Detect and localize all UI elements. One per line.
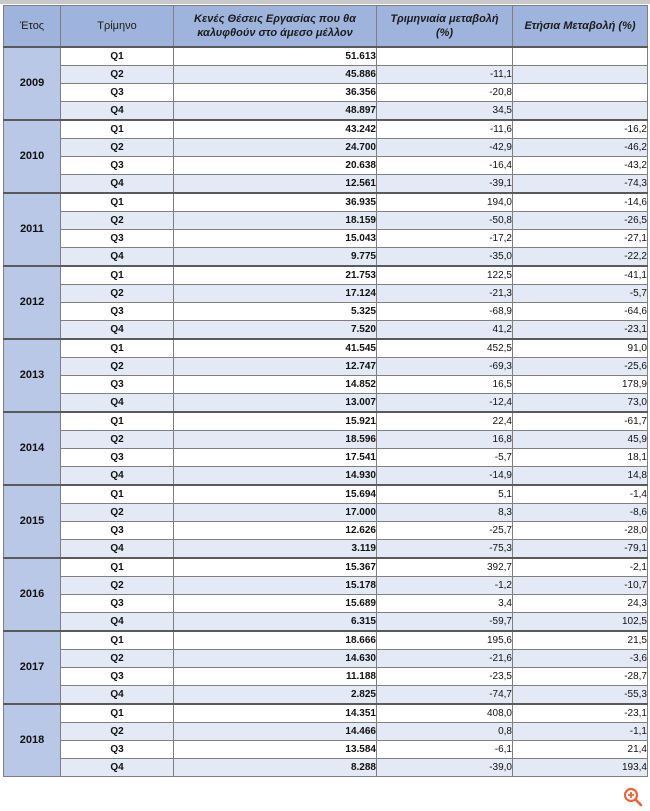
table-row — [4, 650, 648, 668]
quarter-cell: Q1 — [61, 485, 174, 504]
annual-change-cell: 24,3 — [513, 595, 648, 613]
vacancies-cell: 18.596 — [174, 431, 377, 449]
quarter-cell: Q1 — [61, 558, 174, 577]
table-row — [4, 613, 648, 632]
table-row — [4, 723, 648, 741]
annual-change-cell: -28,0 — [513, 522, 648, 540]
quarter-cell: Q2 — [61, 504, 174, 522]
quarterly-change-cell: -11,6 — [377, 120, 513, 139]
annual-change-cell: -26,5 — [513, 212, 648, 230]
quarterly-change-cell: -39,1 — [377, 175, 513, 194]
quarterly-change-cell: -75,3 — [377, 540, 513, 559]
table-row — [4, 285, 648, 303]
annual-change-cell: -1,1 — [513, 723, 648, 741]
quarter-cell: Q2 — [61, 66, 174, 84]
vacancies-cell: 17.124 — [174, 285, 377, 303]
annual-change-cell: 178,9 — [513, 376, 648, 394]
vacancies-cell: 14.351 — [174, 704, 377, 723]
annual-change-cell: -46,2 — [513, 139, 648, 157]
quarterly-change-cell: 16,8 — [377, 431, 513, 449]
annual-change-cell: 45,9 — [513, 431, 648, 449]
quarter-cell: Q3 — [61, 741, 174, 759]
quarter-cell: Q4 — [61, 321, 174, 340]
quarterly-change-cell: -21,6 — [377, 650, 513, 668]
year-cell: 2018 — [4, 704, 61, 777]
annual-change-cell: 21,4 — [513, 741, 648, 759]
year-cell: 2009 — [4, 47, 61, 120]
vacancies-cell: 21.753 — [174, 266, 377, 285]
year-cell: 2012 — [4, 266, 61, 339]
quarterly-change-cell: 122,5 — [377, 266, 513, 285]
year-cell: 2014 — [4, 412, 61, 485]
annual-change-cell: -2,1 — [513, 558, 648, 577]
table-row — [4, 84, 648, 102]
quarterly-change-cell: -17,2 — [377, 230, 513, 248]
quarter-cell: Q2 — [61, 723, 174, 741]
quarter-cell: Q3 — [61, 230, 174, 248]
quarterly-change-cell: -69,3 — [377, 358, 513, 376]
table-row — [4, 358, 648, 376]
quarterly-change-cell: -74,7 — [377, 686, 513, 705]
vacancies-cell: 14.930 — [174, 467, 377, 486]
annual-change-cell: 193,4 — [513, 759, 648, 777]
col-header-quarter: Τρίμηνο — [61, 6, 174, 48]
quarterly-change-cell: 16,5 — [377, 376, 513, 394]
annual-change-cell: -79,1 — [513, 540, 648, 559]
quarterly-change-cell — [377, 47, 513, 66]
vacancies-cell: 7.520 — [174, 321, 377, 340]
vacancies-cell: 3.119 — [174, 540, 377, 559]
quarter-cell: Q3 — [61, 595, 174, 613]
quarter-cell: Q4 — [61, 394, 174, 413]
table-row — [4, 212, 648, 230]
annual-change-cell: -25,6 — [513, 358, 648, 376]
quarter-cell: Q4 — [61, 102, 174, 121]
quarter-cell: Q1 — [61, 47, 174, 66]
col-header-vacancies: Κενές Θέσεις Εργασίας που θα καλυφθούν στο άμεσο μέλλον — [174, 6, 377, 48]
table-row — [4, 759, 648, 777]
table-row — [4, 741, 648, 759]
annual-change-cell: -16,2 — [513, 120, 648, 139]
quarterly-change-cell: -23,5 — [377, 668, 513, 686]
quarter-cell: Q3 — [61, 449, 174, 467]
table-row — [4, 193, 648, 212]
quarterly-change-cell: -1,2 — [377, 577, 513, 595]
quarterly-change-cell: 5,1 — [377, 485, 513, 504]
quarter-cell: Q2 — [61, 285, 174, 303]
quarterly-change-cell: -50,8 — [377, 212, 513, 230]
vacancies-cell: 17.000 — [174, 504, 377, 522]
vacancies-cell: 15.043 — [174, 230, 377, 248]
col-header-quarterly-change: Τριμηνιαία μεταβολή (%) — [377, 6, 513, 48]
quarter-cell: Q4 — [61, 613, 174, 632]
quarterly-change-cell: 41,2 — [377, 321, 513, 340]
year-cell: 2016 — [4, 558, 61, 631]
vacancies-cell: 12.747 — [174, 358, 377, 376]
table-row — [4, 266, 648, 285]
annual-change-cell: -22,2 — [513, 248, 648, 267]
quarter-cell: Q1 — [61, 193, 174, 212]
vacancies-cell: 18.159 — [174, 212, 377, 230]
quarterly-change-cell: -11,1 — [377, 66, 513, 84]
year-cell: 2011 — [4, 193, 61, 266]
annual-change-cell: 14,8 — [513, 467, 648, 486]
table-row — [4, 394, 648, 413]
table-row — [4, 504, 648, 522]
quarter-cell: Q1 — [61, 339, 174, 358]
quarterly-change-cell: -25,7 — [377, 522, 513, 540]
quarterly-change-cell: -5,7 — [377, 449, 513, 467]
quarter-cell: Q3 — [61, 303, 174, 321]
annual-change-cell: -43,2 — [513, 157, 648, 175]
quarter-cell: Q4 — [61, 540, 174, 559]
annual-change-cell: -74,3 — [513, 175, 648, 194]
zoom-in-icon[interactable] — [622, 786, 644, 808]
quarter-cell: Q3 — [61, 376, 174, 394]
table-row — [4, 631, 648, 650]
table-row — [4, 248, 648, 267]
quarter-cell: Q3 — [61, 157, 174, 175]
quarter-cell: Q4 — [61, 175, 174, 194]
quarter-cell: Q1 — [61, 266, 174, 285]
quarter-cell: Q2 — [61, 139, 174, 157]
quarterly-change-cell: 0,8 — [377, 723, 513, 741]
col-header-year: Έτος — [4, 6, 61, 48]
quarterly-change-cell: -12,4 — [377, 394, 513, 413]
table-row — [4, 431, 648, 449]
vacancies-cell: 2.825 — [174, 686, 377, 705]
annual-change-cell — [513, 47, 648, 66]
table-body — [4, 47, 648, 777]
vacancies-cell: 20.638 — [174, 157, 377, 175]
annual-change-cell — [513, 102, 648, 121]
quarterly-change-cell: -68,9 — [377, 303, 513, 321]
annual-change-cell: 18,1 — [513, 449, 648, 467]
table-row — [4, 376, 648, 394]
vacancies-cell: 15.694 — [174, 485, 377, 504]
vacancies-cell: 14.630 — [174, 650, 377, 668]
vacancies-cell: 45.886 — [174, 66, 377, 84]
annual-change-cell: -28,7 — [513, 668, 648, 686]
vacancies-cell: 41.545 — [174, 339, 377, 358]
quarter-cell: Q4 — [61, 686, 174, 705]
quarterly-change-cell: 3,4 — [377, 595, 513, 613]
quarterly-change-cell: 392,7 — [377, 558, 513, 577]
vacancies-cell: 18.666 — [174, 631, 377, 650]
annual-change-cell: -3,6 — [513, 650, 648, 668]
quarterly-change-cell: -59,7 — [377, 613, 513, 632]
quarterly-change-cell: 194,0 — [377, 193, 513, 212]
quarter-cell: Q2 — [61, 358, 174, 376]
quarterly-change-cell: -39,0 — [377, 759, 513, 777]
year-cell: 2010 — [4, 120, 61, 193]
table-row — [4, 540, 648, 559]
table-row — [4, 47, 648, 66]
vacancies-cell: 13.584 — [174, 741, 377, 759]
table-row — [4, 102, 648, 121]
quarterly-change-cell: 195,6 — [377, 631, 513, 650]
quarterly-change-cell: 22,4 — [377, 412, 513, 431]
table-row — [4, 139, 648, 157]
quarterly-change-cell: -21,3 — [377, 285, 513, 303]
quarterly-change-cell: -14,9 — [377, 467, 513, 486]
quarterly-change-cell: -16,4 — [377, 157, 513, 175]
table-row — [4, 467, 648, 486]
annual-change-cell: -23,1 — [513, 704, 648, 723]
vacancies-cell: 15.689 — [174, 595, 377, 613]
vacancies-cell: 15.178 — [174, 577, 377, 595]
vacancies-cell: 17.541 — [174, 449, 377, 467]
annual-change-cell — [513, 66, 648, 84]
header-row — [4, 6, 648, 48]
annual-change-cell: -27,1 — [513, 230, 648, 248]
table-row — [4, 120, 648, 139]
table-row — [4, 449, 648, 467]
year-cell: 2015 — [4, 485, 61, 558]
annual-change-cell: -64,6 — [513, 303, 648, 321]
quarterly-change-cell: 34,5 — [377, 102, 513, 121]
annual-change-cell: -61,7 — [513, 412, 648, 431]
annual-change-cell: 91,0 — [513, 339, 648, 358]
table-row — [4, 412, 648, 431]
table-row — [4, 577, 648, 595]
vacancies-cell: 24.700 — [174, 139, 377, 157]
annual-change-cell — [513, 84, 648, 102]
annual-change-cell: -5,7 — [513, 285, 648, 303]
table-row — [4, 668, 648, 686]
table-row — [4, 230, 648, 248]
vacancies-cell: 12.626 — [174, 522, 377, 540]
vacancies-cell: 5.325 — [174, 303, 377, 321]
quarter-cell: Q4 — [61, 248, 174, 267]
quarterly-change-cell: 408,0 — [377, 704, 513, 723]
annual-change-cell: 21,5 — [513, 631, 648, 650]
table-row — [4, 595, 648, 613]
annual-change-cell: 73,0 — [513, 394, 648, 413]
quarter-cell: Q1 — [61, 412, 174, 431]
table-row — [4, 175, 648, 194]
quarter-cell: Q3 — [61, 84, 174, 102]
vacancies-cell: 36.356 — [174, 84, 377, 102]
annual-change-cell: -23,1 — [513, 321, 648, 340]
table-row — [4, 66, 648, 84]
quarter-cell: Q4 — [61, 759, 174, 777]
quarter-cell: Q3 — [61, 522, 174, 540]
annual-change-cell: -55,3 — [513, 686, 648, 705]
vacancies-cell: 51.613 — [174, 47, 377, 66]
vacancies-cell: 13.007 — [174, 394, 377, 413]
table-row — [4, 303, 648, 321]
vacancies-cell: 14.466 — [174, 723, 377, 741]
annual-change-cell: -41,1 — [513, 266, 648, 285]
vacancies-table — [3, 5, 648, 777]
vacancies-cell: 9.775 — [174, 248, 377, 267]
vacancies-cell: 36.935 — [174, 193, 377, 212]
table-row — [4, 704, 648, 723]
annual-change-cell: -8,6 — [513, 504, 648, 522]
annual-change-cell: -14,6 — [513, 193, 648, 212]
quarter-cell: Q2 — [61, 431, 174, 449]
quarterly-change-cell: -35,0 — [377, 248, 513, 267]
vacancies-cell: 48.897 — [174, 102, 377, 121]
quarter-cell: Q2 — [61, 577, 174, 595]
vacancies-cell: 6.315 — [174, 613, 377, 632]
annual-change-cell: -1,4 — [513, 485, 648, 504]
vacancies-cell: 43.242 — [174, 120, 377, 139]
quarter-cell: Q1 — [61, 120, 174, 139]
quarterly-change-cell: 452,5 — [377, 339, 513, 358]
year-cell: 2017 — [4, 631, 61, 704]
vacancies-cell: 15.367 — [174, 558, 377, 577]
quarterly-change-cell: -20,8 — [377, 84, 513, 102]
top-rule — [0, 0, 650, 4]
quarter-cell: Q1 — [61, 631, 174, 650]
year-cell: 2013 — [4, 339, 61, 412]
quarter-cell: Q4 — [61, 467, 174, 486]
table-row — [4, 686, 648, 705]
quarterly-change-cell: -42,9 — [377, 139, 513, 157]
vacancies-cell: 12.561 — [174, 175, 377, 194]
table-row — [4, 339, 648, 358]
vacancies-cell: 11.188 — [174, 668, 377, 686]
table-row — [4, 321, 648, 340]
table-row — [4, 485, 648, 504]
vacancies-cell: 15.921 — [174, 412, 377, 431]
quarterly-change-cell: 8,3 — [377, 504, 513, 522]
quarter-cell: Q3 — [61, 668, 174, 686]
table-row — [4, 522, 648, 540]
quarter-cell: Q1 — [61, 704, 174, 723]
quarter-cell: Q2 — [61, 650, 174, 668]
quarter-cell: Q2 — [61, 212, 174, 230]
table-row — [4, 558, 648, 577]
table-row — [4, 157, 648, 175]
vacancies-cell: 8.288 — [174, 759, 377, 777]
annual-change-cell: -10,7 — [513, 577, 648, 595]
col-header-annual-change: Ετήσια Μεταβολή (%) — [513, 6, 648, 48]
vacancies-cell: 14.852 — [174, 376, 377, 394]
annual-change-cell: 102,5 — [513, 613, 648, 632]
quarterly-change-cell: -6,1 — [377, 741, 513, 759]
